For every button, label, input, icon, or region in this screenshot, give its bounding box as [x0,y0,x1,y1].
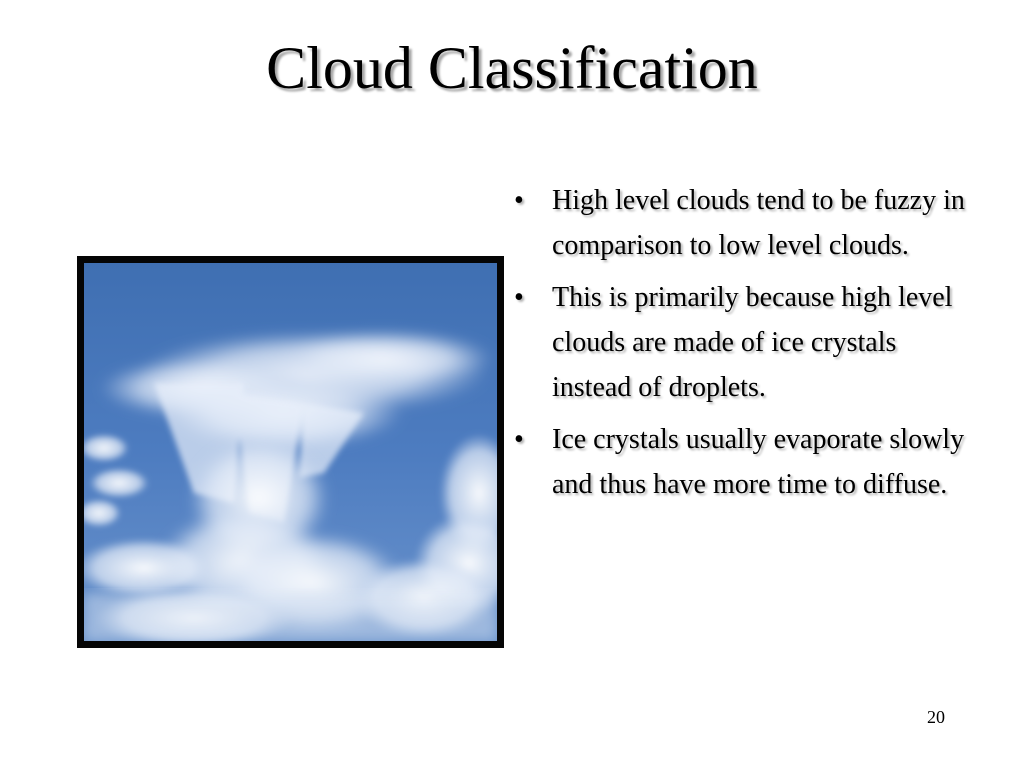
bullet-item [508,178,978,268]
bullet-list [508,178,978,514]
bullet-text: High level clouds tend to be fuzzy in comparison to low level clouds. [552,185,965,261]
cloud-photo-image [84,263,497,641]
cloud-photo [77,256,504,648]
bullet-item [508,275,978,410]
slide-title: Cloud Classification [266,35,758,101]
bullet-marker: • [514,424,524,455]
bullet-text: Ice crystals usually evaporate slowly and thus have more time to diffuse. [552,424,965,500]
bullet-item [508,417,978,507]
bullet-text: This is primarily because high level clouds are made of ice crystals instead of droplets. [552,282,953,403]
bullet-marker: • [514,185,524,216]
page-number: 20 [927,707,945,727]
bullet-marker: • [514,282,524,313]
